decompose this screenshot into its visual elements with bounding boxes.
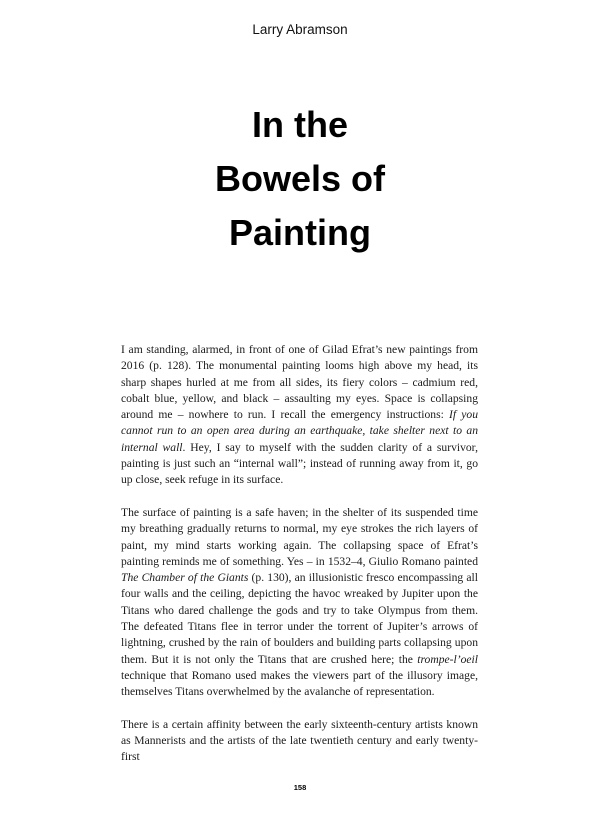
title-line: Bowels of — [214, 158, 385, 199]
paragraph — [121, 342, 478, 489]
text-run: technique that Romano used makes the viewers part of the illusory image, themselves Titans overwhelmed by the avalanche of representation. — [121, 668, 478, 699]
article-title — [0, 98, 600, 260]
author-name: Larry Abramson — [252, 22, 348, 37]
text-run: The surface of painting is a safe haven; in the shelter of its suspended time my breathing gradually returns to normal, my eye strokes the rich layers of paint, my mind starts working again. The collapsing space of Efrat’s painting reminds me of something. Yes – in 1532–4, Giulio Romano painted — [121, 505, 478, 568]
text-run: (p. 130), an illusionistic fresco encompassing all four walls and the ceiling, depicting the havoc wreaked by Jupiter upon the Titans who dared challenge the gods and try to take Olympus from them. The defeated Titans flee in terror under the torrent of Jupiter’s arrows of lightning, crushed by the rain of boulders and building parts collapsing upon them. But it is not only the Titans that are crushed here; the — [121, 571, 478, 666]
title-line: In the — [252, 104, 348, 145]
italic-text: If you cannot run to an open area during an earthquake, take shelter next to an internal wall — [121, 408, 478, 454]
page-number: 158 — [293, 783, 307, 792]
paragraph — [121, 717, 478, 766]
paragraph — [121, 505, 478, 701]
text-run: There is a certain affinity between the early sixteenth-century artists known as Mannerists and the artists of the late twentieth century and early twenty-first — [121, 717, 478, 764]
article-body — [121, 342, 478, 782]
italic-text: The Chamber of the Giants — [121, 571, 249, 585]
text-run: I am standing, alarmed, in front of one of Gilad Efrat’s new paintings from 2016 (p. 128). The monumental painting looms high above my head, its sharp shapes hurled at me from all sides, its fiery colors – cadmium red, cobalt blue, yellow, and black – assaulting my eyes. Space is collapsing around me – nowhere to run. I recall the emergency instructions: — [121, 343, 478, 422]
italic-text: trompe-l’oeil — [417, 652, 478, 666]
text-run: . Hey, I say to myself with the sudden clarity of a survivor, painting is just such an “internal wall”; instead of running away from it, go up close, seek refuge in its surface. — [121, 440, 478, 487]
title-line: Painting — [229, 212, 371, 253]
